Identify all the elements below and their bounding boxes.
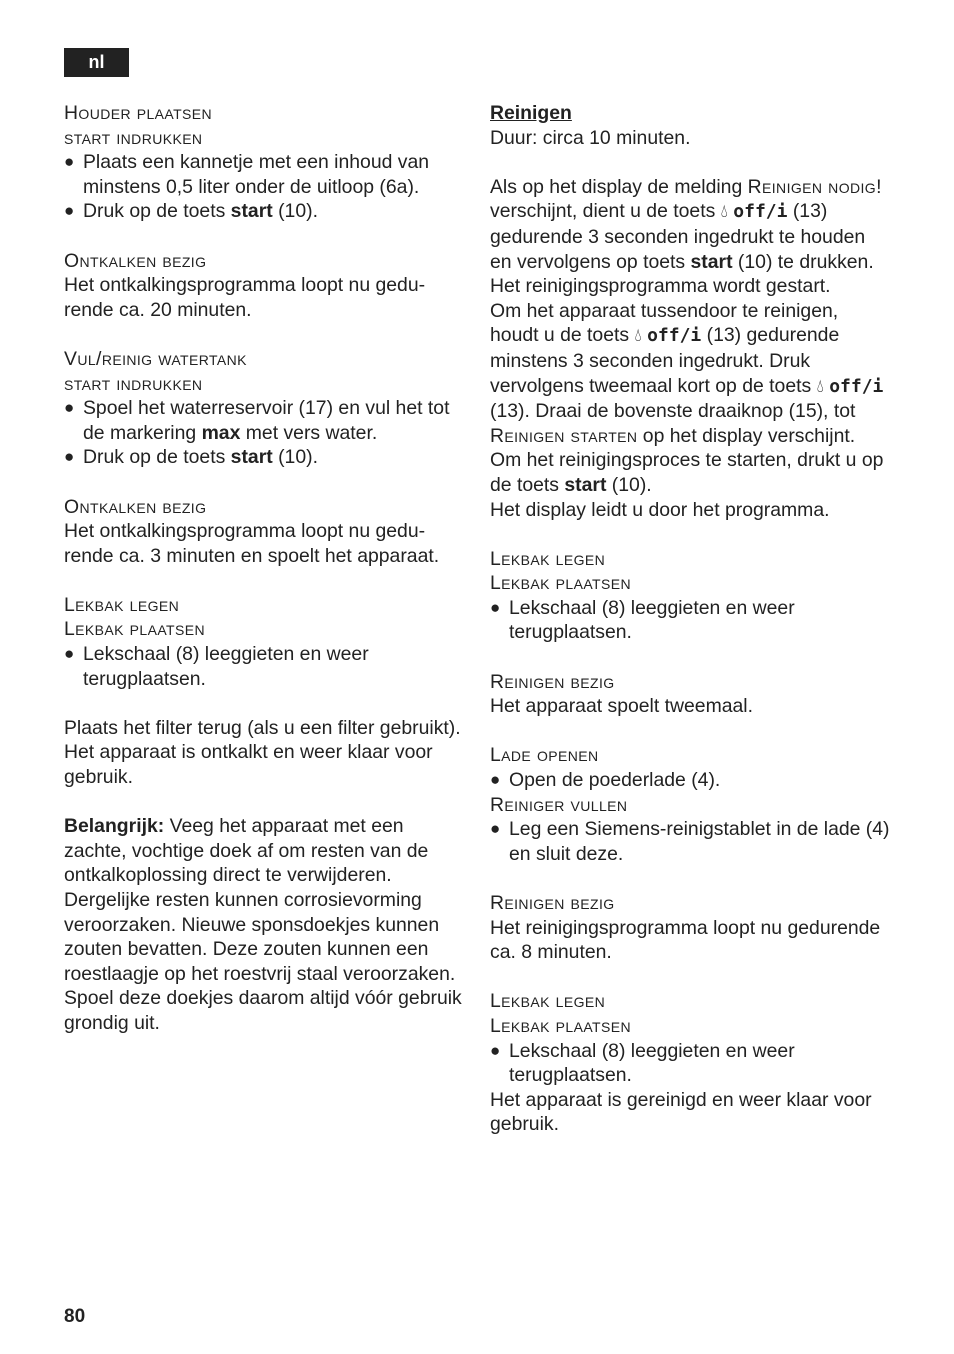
drop-icon: 💧︎ [816,375,824,397]
bullet-text: Druk op de toets start (10). [83,200,318,223]
display-message: Reiniger vullen [490,793,628,816]
paragraph: Het apparaat spoelt tweemaal. [490,695,754,718]
bullet-text: Open de poederlade (4). [509,769,721,792]
bullet-icon: ● [490,1040,501,1060]
display-message: start indrukken [64,372,203,395]
bullet-item [490,817,890,866]
display-message: Lade openen [490,744,599,767]
important-note: Belangrijk: Veeg het apparaat met een zachte, vochtige doek af om resten van de ontkalkoplossing direct te verwijderen. Dergelijke resten kunnen corrosievorming veroorzaken. Nieuwe sponsdoekjes kunnen zouten bevatten. Deze zouten kunnen een roestlaagje op het roestvrij staal veroorzaken. Spoel deze doekjes daarom altijd vóór gebruik grondig uit. [64,815,462,1034]
display-message: Reinigen bezig [490,670,615,693]
display-message: Lekbak legen [490,547,606,570]
paragraph: Het display leidt u door het programma. [490,498,830,521]
bullet-text: Lekschaal (8) leeggieten en weer terugplaatsen. [509,1039,795,1087]
paragraph: Het reinigingsprogramma loopt nu gedurende ca. 8 minuten. [490,916,881,964]
bullet-icon: ● [64,152,75,172]
display-message: Lekbak plaatsen [64,618,205,641]
bullet-item [64,396,464,445]
language-tab: nl [64,48,129,77]
display-message: Lekbak plaatsen [490,572,631,595]
display-message: Vul/reinig watertank [64,347,247,370]
right-column [490,101,890,1137]
bullet-text: Plaats een kannetje met een inhoud van minstens 0,5 liter onder de uitloop (6a). [83,151,430,198]
display-message: Reinigen bezig [490,892,615,914]
paragraph: Plaats het filter terug (als u een filter gebruikt). Het apparaat is ontkalkt en weer klaar voor gebruik. [64,716,461,789]
drop-icon: 💧︎ [720,201,728,223]
bullet-item [64,445,464,470]
bullet-text: Spoel het waterreservoir (17) en vul het tot de markering max met vers water. [83,397,450,444]
display-message: Lekbak legen [64,593,180,616]
bullet-icon: ● [490,597,501,617]
display-message: Lekbak legen [490,990,606,1013]
left-column [64,101,464,1036]
bullet-text: Druk op de toets start (10). [83,446,318,469]
section-title: Reinigen [490,102,572,124]
bullet-icon: ● [490,819,501,839]
bullet-text: Lekschaal (8) leeggieten en weer terugplaatsen. [509,596,795,644]
paragraph: Het ontkalkingsprogramma loopt nu gedurende ca. 20 minuten. [64,274,426,321]
display-message: Houder plaatsen [64,102,213,124]
paragraph: Het apparaat is gereinigd en weer klaar voor gebruik. [490,1088,872,1136]
bullet-text: Leg een Siemens-reinigstablet in de lade (4) en sluit deze. [509,818,890,865]
display-message: Ontkalken bezig [64,249,207,272]
bullet-text: Lekschaal (8) leeggieten en weer terugplaatsen. [83,643,369,690]
bullet-icon: ● [64,398,75,418]
bullet-icon: ● [64,447,75,467]
bullet-item [64,642,464,691]
bullet-icon: ● [64,644,75,664]
display-message: Lekbak plaatsen [490,1014,631,1037]
paragraph: Als op het display de melding Reinigen nodig! verschijnt, dient u de toets 💧︎ off/i (13) gedurende 3 seconden ingedrukt te houden en vervolgens op toets start (10) te drukken. Het reinigingsprogramma wordt gestart. [490,175,882,298]
bullet-icon: ● [64,201,75,221]
paragraph: Om het apparaat tussendoor te reinigen, houdt u de toets 💧︎ off/i (13) gedurende minstens 3 seconden ingedrukt. Druk vervolgens tweemaal kort op de toets 💧︎ off/i (13). Draai de bovenste draaiknop (15), tot Reinigen starten op het display verschijnt. Om het reinigingsproces te starten, drukt u op de toets start (10). [490,299,884,496]
bullet-icon: ● [490,770,501,790]
drop-icon: 💧︎ [634,325,642,347]
display-message: Ontkalken bezig [64,495,207,518]
bullet-item [490,768,890,793]
bullet-item [490,1039,890,1088]
bullet-item [64,199,464,224]
bullet-item [490,596,890,645]
paragraph: Duur: circa 10 minuten. [490,126,691,149]
paragraph: Het ontkalkingsprogramma loopt nu gedurende ca. 3 minuten en spoelt het apparaat. [64,520,440,567]
display-message: start indrukken [64,126,203,149]
page-number: 80 [64,1306,86,1327]
bullet-item [64,150,464,199]
